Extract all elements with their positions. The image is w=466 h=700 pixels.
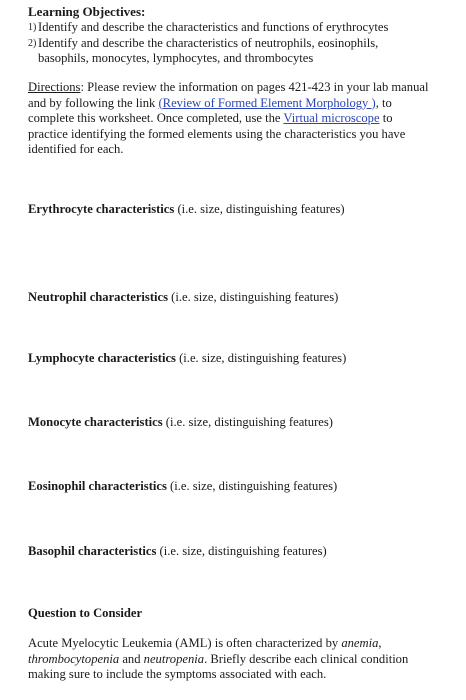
question-lymphocyte (28, 351, 448, 367)
question-hint: (i.e. size, distinguishing features) (174, 202, 345, 216)
question-label: Eosinophil characteristics (28, 479, 167, 493)
question-hint: (i.e. size, distinguishing features) (175, 351, 347, 365)
objective-text-continuation: basophils, monocytes, lymphocytes, and thrombocytes (38, 51, 314, 65)
objective-item (28, 36, 448, 67)
question-hint: (i.e. size, distinguishing features) (162, 415, 333, 429)
question-hint: (i.e. size, distinguishing features) (168, 290, 339, 304)
question-label: Lymphocyte characteristics (28, 351, 176, 365)
question-label: Neutrophil characteristics (28, 290, 169, 304)
term-thrombocytopenia: thrombocytopenia (28, 651, 120, 666)
consider-text: . Briefly describe each clinical condition making sure to include the symptoms associated with each. (28, 651, 409, 681)
question-neutrophil (28, 290, 448, 306)
directions-paragraph (28, 80, 433, 158)
directions-text: Please review the information on pages 421-423 in your lab manual and by following the link (28, 80, 429, 110)
consider-text: Acute Myelocytic Leukemia (AML) is often characterized by (28, 636, 342, 650)
question-label: Monocyte characteristics (28, 415, 163, 429)
question-label: Basophil characteristics (28, 544, 157, 558)
objective-text: Identify and describe the characteristics and functions of erythrocytes (38, 20, 389, 34)
learning-objectives-title: Learning Objectives: (28, 4, 146, 19)
directions-label: Directions (28, 80, 81, 94)
question-to-consider-text (28, 636, 433, 683)
formed-element-morphology-link[interactable]: (Review of Formed Element Morphology ) (158, 95, 376, 110)
question-basophil (28, 544, 448, 560)
question-eosinophil (28, 479, 448, 495)
question-label: Erythrocyte characteristics (28, 202, 175, 216)
question-erythrocyte (28, 202, 448, 218)
objective-item (28, 20, 448, 36)
question-monocyte (28, 415, 448, 431)
consider-separator: , (378, 636, 382, 650)
term-neutropenia: neutropenia (143, 651, 205, 666)
question-to-consider-heading: Question to Consider (28, 606, 143, 620)
directions-colon: : (80, 80, 84, 94)
consider-separator: and (119, 651, 144, 666)
objective-number: 1) (28, 22, 37, 33)
objective-text: Identify and describe the characteristics of neutrophils, eosinophils, (38, 35, 379, 50)
learning-objectives-list (28, 20, 448, 67)
question-hint: (i.e. size, distinguishing features) (166, 479, 338, 493)
question-hint: (i.e. size, distinguishing features) (156, 544, 327, 558)
virtual-microscope-link[interactable]: Virtual microscope (283, 111, 380, 125)
objective-number: 2) (28, 37, 37, 49)
term-anemia: anemia (341, 636, 379, 650)
directions-text: to practice identifying the formed elements using the characteristics you have identified for each. (28, 111, 406, 156)
directions-text: , to complete this worksheet. Once completed, use the (28, 95, 392, 125)
